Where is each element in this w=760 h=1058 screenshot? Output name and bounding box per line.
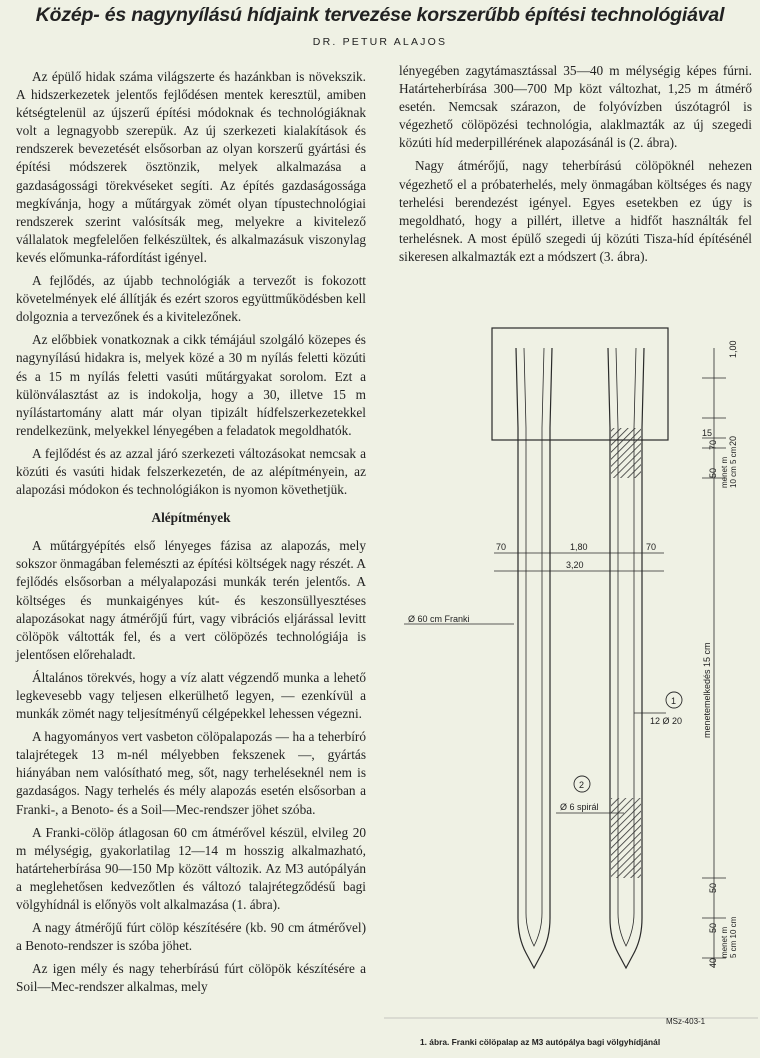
drawing-reference: MSz-403-1 xyxy=(666,1017,706,1026)
dim-label: 3,20 xyxy=(566,560,584,570)
hatch-bottom xyxy=(611,798,641,878)
pile-drawing-figure xyxy=(384,318,758,1028)
callout-1: 1 xyxy=(671,696,677,706)
paragraph: Az igen mély és nagy teherbírású fúrt cölöpök készítésére a Soil—Mec-rendszer alkalmas, mely xyxy=(16,961,366,995)
dim-label: 20 xyxy=(728,435,738,446)
dim-label: 40 xyxy=(708,957,718,968)
dim-label: 5 cm 10 cm xyxy=(729,916,738,958)
paragraph: A fejlődés, az újabb technológiák a tervezőt is fokozott követelmények elé állítják és ezért szoros együttműködésben kell dolgoznia a tervezőnek és a kivitelezőnek. xyxy=(16,273,366,325)
dim-label: 70 xyxy=(708,439,718,450)
dim-label: 15 xyxy=(702,428,713,438)
left-pile xyxy=(516,348,552,968)
paragraph: A műtárgyépítés első lényeges fázisa az alapozás, mely sokszor önmagában felemészti az építési költségek nagy részét. A fejlődés elsősorban a mélyalapozási munkák terén jelentős. A költséges és munkaigényes kút- és keszonsüllyesztéses alapozásokat nagy átmérőjű fúrt, vagy vibrációs eljárással levitt cölöpök váltották fel, és a vert cölöpözés technológiája is jelentősen előrehaladt. xyxy=(16,538,366,662)
pile-drawing xyxy=(384,318,758,1028)
dim-label: 70 xyxy=(496,542,507,552)
pile-type-label: Ø 60 cm Franki xyxy=(408,614,470,624)
paragraph: A fejlődést és az azzal járó szerkezeti változásokat nemcsak a közúti és vasúti hidak felszerkezetén, de az alépítményein, az alapozási módokon és technológiákon is nyomon követhetjük. xyxy=(16,445,366,498)
article-author: DR. PETUR ALAJOS xyxy=(312,36,448,48)
paragraph: Az előbbiek vonatkoznak a cikk témájául szolgáló közepes és nagynyílású hidakra is, melyek közé a 30 m nyílás feletti közúti és a 15 m nyílás feletti vasúti műtárgyakat sorolom. Ezt a különválasztást az is indokolja, hogy a 30, illetve 15 m nyílástartomány alatt már olyan tipizált hídfelszerkezetekkel rendelkezünk, melyekkel lényegében a feladatok megoldhatók. xyxy=(16,332,366,438)
paragraph: lényegében zagytámasztással 35—40 m mélységig képes fúrni. Határteherbírása 300—700 Mp közt változhat, 1,25 m átmérő esetén. Nemcsak szárazon, de folyóvízben úszótagról is végezhető cölöpözési technológia, alaklmazták az új szegedi közúti híd mederpillérének alapozásánál is (2. ábra). xyxy=(399,63,752,151)
dim-label: 70 xyxy=(646,542,657,552)
callout-2: 2 xyxy=(579,780,585,790)
dim-label: 50 xyxy=(708,882,718,893)
paragraph: A Franki-cölöp átlagosan 60 cm átmérővel készül, elvileg 20 m mélységig, gyakorlatilag 12—14 m hosszig alkalmazható, határteherbírása 90—150 Mp között változik. Az M3 autópályán a meglehetősen kedvezőtlen és változó talajrétegződésű bagi völgyhídnál is előnyös volt alkalmazása (1. ábra). xyxy=(16,824,366,913)
figure-caption: 1. ábra. Franki cölöpalap az M3 autópálya bagi völgyhídjánál xyxy=(420,1037,661,1047)
paragraph: Nagy átmérőjű, nagy teherbírású cölöpöknél nehezen végezhető el a próbaterhelés, mely önmagában költséges és nagy terhelési berendezést igényel. Egyes esetekben ez úgy is megoldható, hogy a pillért, illetve a hidfőt használták fel terhelésnek. A most épülő szegedi új közúti Tisza-híd építésénél sikeresen alkalmazták ezt a módszert (3. ábra). xyxy=(399,158,752,264)
dim-label: menetemelkedés 15 cm xyxy=(702,642,712,738)
dim-label: 1,00 xyxy=(728,340,738,358)
dim-label: 1,80 xyxy=(570,542,588,552)
dim-label: menet m xyxy=(720,456,729,488)
dim-label: menet m xyxy=(720,926,729,958)
paragraph: A nagy átmérőjű fúrt cölöp készítésére (kb. 90 cm átmérővel) a Benoto-rendszer is szóba jöhet. xyxy=(16,920,366,954)
dim-label: 10 cm 5 cm xyxy=(729,446,738,488)
rebar-label: 12 Ø 20 xyxy=(650,716,683,726)
spiral-label: Ø 6 spirál xyxy=(560,802,599,812)
hatch-top xyxy=(611,428,641,478)
paragraph: Az épülő hidak száma világszerte és hazánkban is növekszik. A hidszerkezetek jelentős fejlődésen mentek keresztül, amiben kétségtelenül az újszerű építési módoknak és technológiáknak volt a legnagyobb szerepük. Az új szerkezeti kialakítások és rendszerek bevezetését elsősorban az olyan korszerű gyártási és építési módszerek ösztönzik, melyek alkalmazása a gazdaságossági törekvéseket segíti. Az építés gazdaságossága megkívánja, hogy a műtárgyak zömét olyan típustechnológiai rendszerek szerint valósítsák meg, melyekre a kivitelező vállalatok megfelelően felkészültek, és alkalmazásuk viszonylag kevés előmunka-ráfordítást igényel. xyxy=(16,69,366,265)
paragraph: A hagyományos vert vasbeton cölöpalapozás — ha a teherbíró talajrétegek 13 m-nél mélyebben fekszenek —, gyártás hiányában nem valósítható meg, sőt, nagy terheléseknél nem is gazdaságos. Nagy terhelés és mély alapozás esetén elsősorban a Franki-, a Benoto- és a Soil—Mec-rendszer jöhet szóba. xyxy=(16,729,366,817)
article-title: Közép- és nagynyílású hídjaink tervezése korszerűbb építési technológiával xyxy=(35,4,725,26)
dim-label: 50 xyxy=(708,922,718,933)
paragraph: Általános törekvés, hogy a víz alatt végzendő munka a lehető legkevesebb vagy teljesen elkerülhető legyen, — ezenkívül a munkák zömét nagy teljesítményű célgépekkel lehessen végezni. xyxy=(16,669,366,722)
left-column xyxy=(16,68,366,1002)
dim-label: 50 xyxy=(708,467,718,478)
section-heading: Alépítmények xyxy=(151,510,231,526)
right-column xyxy=(399,62,752,271)
